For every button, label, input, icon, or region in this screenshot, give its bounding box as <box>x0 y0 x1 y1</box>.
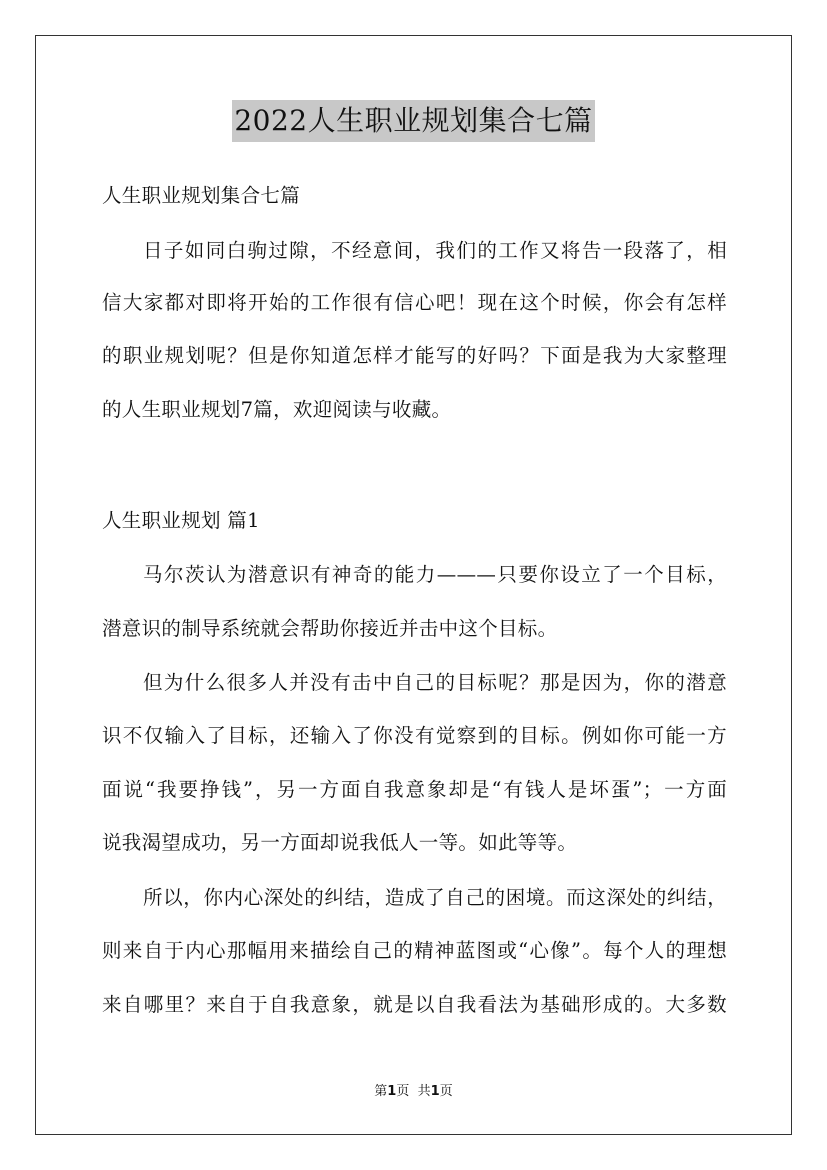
total-prefix: 共 <box>417 1084 431 1099</box>
para2-line-2: 识不仅输入了目标，还输入了你没有觉察到的目标。例如你可能一方 <box>102 724 727 747</box>
page-footer <box>0 1083 827 1101</box>
para2-line-3: 面说“我要挣钱”，另一方面自我意象却是“有钱人是坏蛋”；一方面 <box>102 778 727 801</box>
para3-line-2: 则来自于内心那幅用来描绘自己的精神蓝图或“心像”。每个人的理想 <box>102 939 727 962</box>
page-label: 页 <box>396 1084 410 1099</box>
document-title: 2022人生职业规划集合七篇 <box>232 100 594 142</box>
intro-line-4: 的人生职业规划7篇，欢迎阅读与收藏。 <box>102 398 452 421</box>
intro-line-3: 的职业规划呢？但是你知道怎样才能写的好吗？下面是我为大家整理 <box>102 344 727 367</box>
para2-line-4: 说我渴望成功，另一方面却说我低人一等。如此等等。 <box>102 831 578 854</box>
total-label: 页 <box>439 1084 453 1099</box>
intro-line-2: 信大家都对即将开始的工作很有信心吧！现在这个时候，你会有怎样 <box>102 291 727 314</box>
page-current: 1 <box>387 1084 397 1099</box>
page-total: 1 <box>430 1084 440 1099</box>
para3-line-1: 所以，你内心深处的纠结，造成了自己的困境。而这深处的纠结， <box>143 886 727 909</box>
para1-line-2: 潜意识的制导系统就会帮助你接近并击中这个目标。 <box>102 617 558 640</box>
intro-line-1: 日子如同白驹过隙，不经意间，我们的工作又将告一段落了，相 <box>143 239 727 262</box>
section-heading: 人生职业规划 篇1 <box>102 509 260 532</box>
page-prefix: 第 <box>374 1084 388 1099</box>
para3-line-3: 来自哪里？来自于自我意象，就是以自我看法为基础形成的。大多数 <box>102 993 727 1016</box>
para1-line-1: 马尔茨认为潜意识有神奇的能力———只要你设立了一个目标， <box>143 563 727 586</box>
document-subtitle: 人生职业规划集合七篇 <box>102 184 301 207</box>
title-container <box>0 100 827 142</box>
para2-line-1: 但为什么很多人并没有击中自己的目标呢？那是因为，你的潜意 <box>143 671 727 694</box>
